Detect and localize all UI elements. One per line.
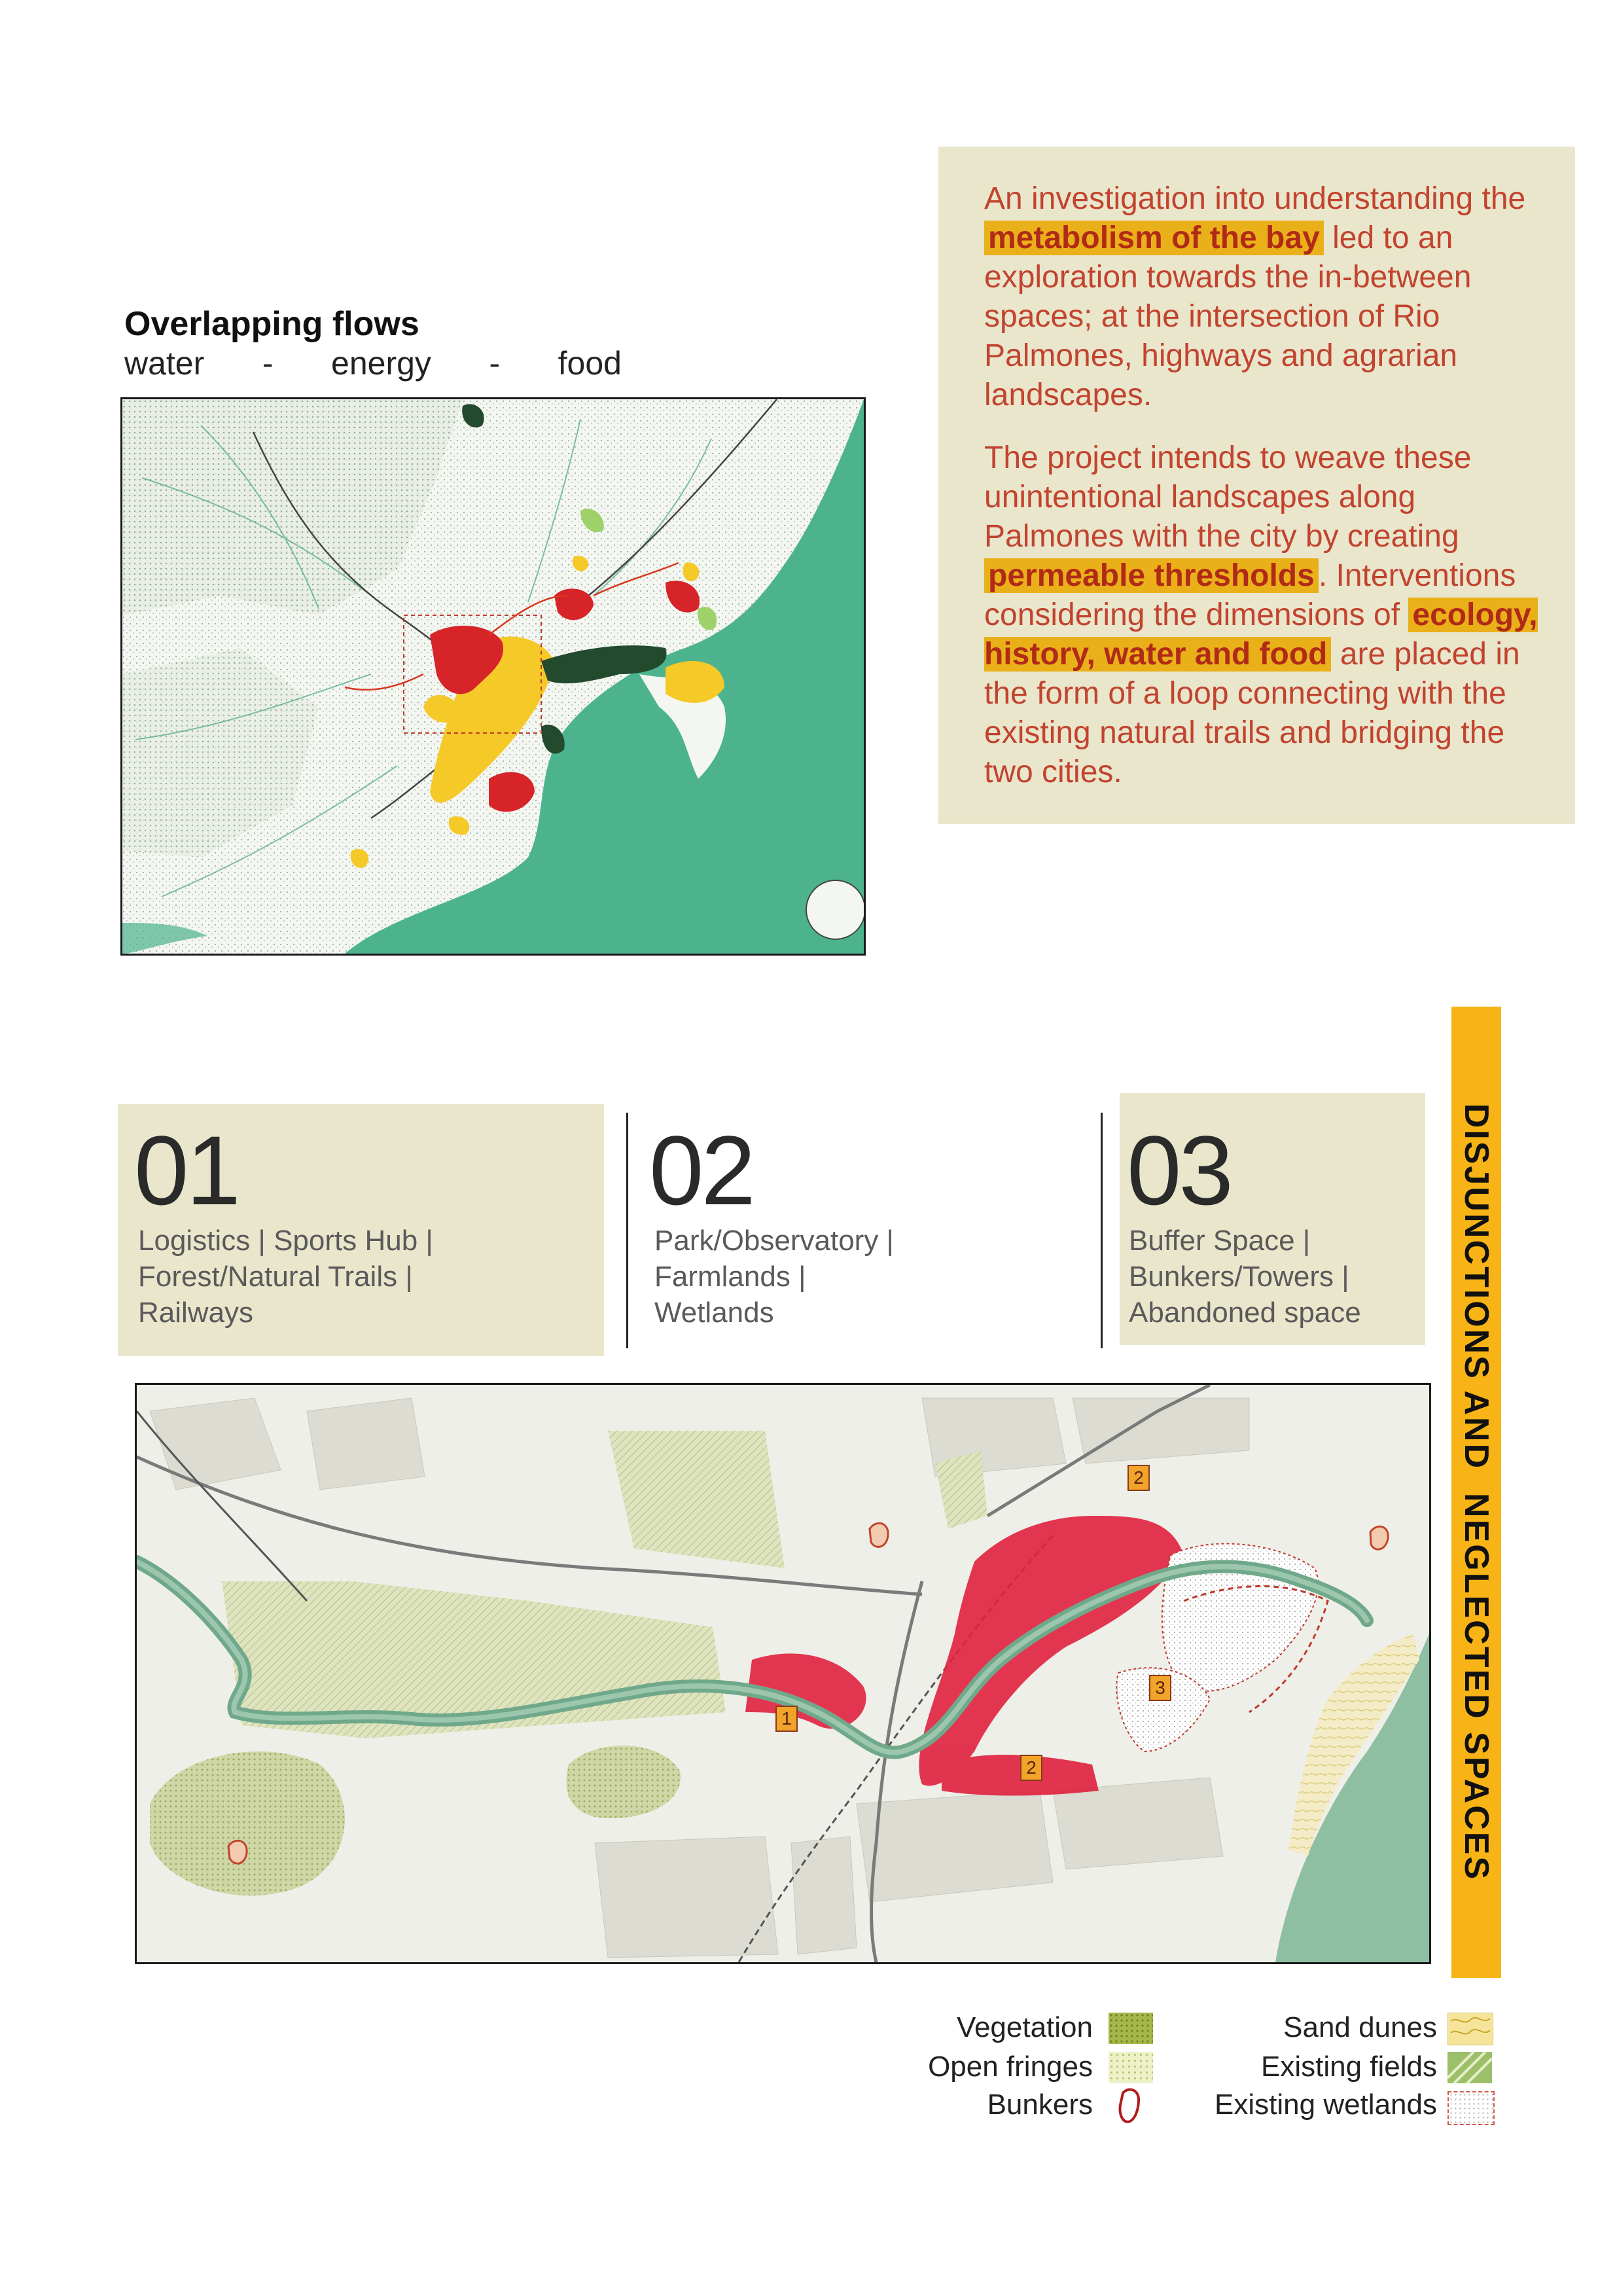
category-divider: [626, 1113, 628, 1348]
intro-text: The project intends to weave these unintentional landscapes along Palmones with the city by creating: [984, 440, 1472, 554]
flow-word: food: [558, 345, 622, 382]
bunker-icon: [1112, 2087, 1149, 2126]
category-line: Buffer Space |: [1129, 1225, 1311, 1257]
category-divider: [1101, 1113, 1103, 1348]
wetlands-swatch: [1447, 2091, 1495, 2125]
sand-dunes-swatch: [1447, 2013, 1493, 2045]
site-marker: 2: [1020, 1755, 1042, 1781]
flows-subtitle: [124, 344, 622, 382]
intro-text: led to an exploration towards the in-between spaces; at the intersection of Rio Palmones, highways and agrarian landscapes.: [984, 221, 1472, 412]
category-line: Logistics | Sports Hub |: [138, 1225, 433, 1257]
banner-title: DISJUNCTIONS AND NEGLECTED SPACES: [1457, 1103, 1495, 1882]
category-line: Wetlands: [654, 1297, 774, 1329]
legend-label: Existing fields: [1260, 2051, 1437, 2083]
category-line: Abandoned space: [1129, 1297, 1361, 1329]
open-fringes-swatch: [1109, 2052, 1153, 2083]
intro-paragraph-2: [984, 439, 1560, 792]
legend-label: Open fringes: [928, 2051, 1093, 2083]
flows-title: Overlapping flows: [124, 305, 419, 343]
category-line: Farmlands |: [654, 1261, 806, 1293]
category-02-description: [654, 1223, 894, 1331]
section-banner: [1451, 1007, 1501, 1978]
legend-label: Bunkers: [987, 2089, 1093, 2121]
legend-label: Sand dunes: [1283, 2011, 1437, 2043]
site-map-graphic: [137, 1385, 1429, 1962]
category-02-number: 02: [649, 1115, 753, 1225]
regional-flows-map: [120, 397, 866, 956]
flow-separator: -: [489, 345, 501, 382]
fields-swatch: [1447, 2052, 1492, 2083]
site-marker: 3: [1149, 1675, 1171, 1701]
category-01-number: 01: [134, 1115, 238, 1225]
legend-label: Vegetation: [957, 2011, 1093, 2043]
category-line: Forest/Natural Trails |: [138, 1261, 413, 1293]
site-intervention-map: [135, 1383, 1431, 1964]
flow-word: energy: [331, 345, 431, 382]
site-marker: 2: [1127, 1465, 1150, 1491]
highlight-metabolism: metabolism of the bay: [984, 221, 1324, 255]
category-03-description: [1129, 1223, 1361, 1331]
category-line: Railways: [138, 1297, 254, 1329]
intro-text: are placed in the form of a loop connecting with the existing natural trails and bridging the two cities.: [984, 637, 1520, 789]
intro-paragraph-1: [984, 179, 1560, 415]
regional-map-graphic: [122, 399, 864, 954]
category-line: Bunkers/Towers |: [1129, 1261, 1349, 1293]
category-03-number: 03: [1127, 1115, 1231, 1225]
category-01-description: [138, 1223, 433, 1331]
intro-text-panel: [938, 147, 1575, 824]
intro-text: . Interventions considering the dimensions of: [984, 558, 1516, 632]
site-marker: 1: [775, 1706, 798, 1732]
highlight-permeable-thresholds: permeable thresholds: [984, 558, 1319, 593]
highlight-ecology: ecology, history, water and food: [984, 598, 1538, 672]
flow-word: water: [124, 345, 205, 382]
category-line: Park/Observatory |: [654, 1225, 894, 1257]
vegetation-swatch: [1109, 2013, 1153, 2044]
legend-label: Existing wetlands: [1215, 2089, 1437, 2121]
intro-text: An investigation into understanding the: [984, 181, 1526, 216]
flow-separator: -: [262, 345, 274, 382]
